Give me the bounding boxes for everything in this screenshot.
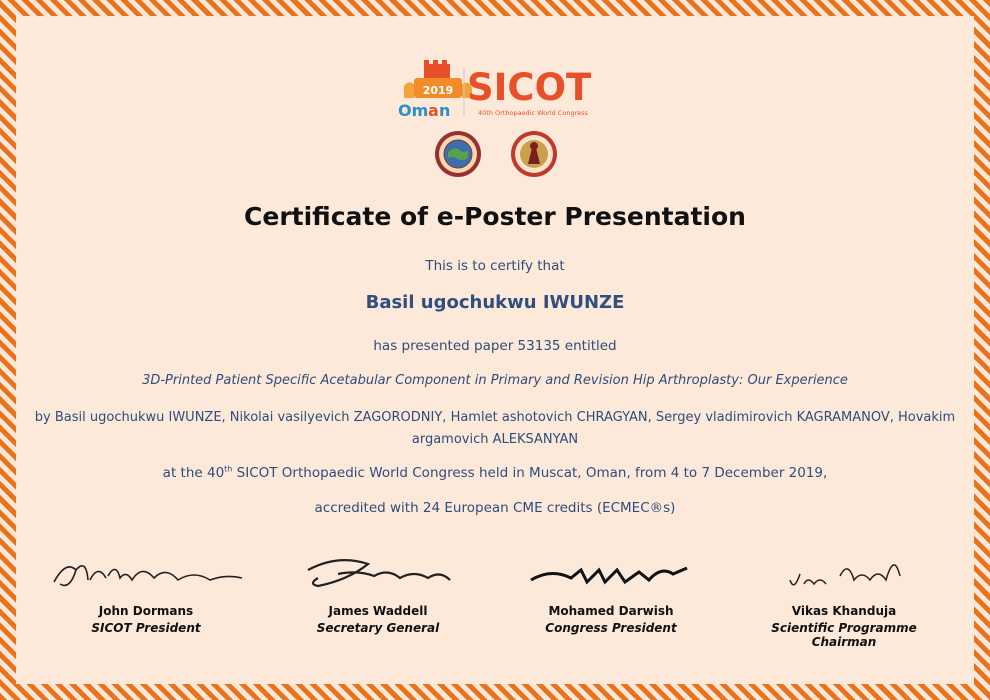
sicot-2019-oman-logo	[394, 58, 600, 122]
signature-dormans	[46, 540, 246, 600]
signatory-role: Congress President	[545, 621, 677, 635]
svg-text:a: a	[428, 101, 439, 120]
signatory-name: James Waddell	[328, 604, 428, 618]
paper-title: 3D-Printed Patient Specific Acetabular Component in Primary and Revision Hip Arthroplasty: Our Experience	[142, 373, 848, 388]
signatory-name: John Dormans	[98, 604, 194, 618]
globe-seal-icon	[434, 130, 482, 178]
svg-text:SICOT: SICOT	[467, 66, 592, 109]
certify-text: This is to certify that	[425, 258, 565, 274]
svg-text:40th Orthopaedic World Congres: 40th Orthopaedic World Congress	[478, 109, 588, 117]
signature-darwish	[511, 540, 711, 600]
signatory-role: Scientific Programme Chairman	[771, 621, 917, 649]
svg-text:n: n	[439, 101, 451, 120]
society-seal-icon	[510, 130, 558, 178]
signatory-name: Mohamed Darwish	[548, 604, 674, 618]
signature-block-waddell	[278, 540, 478, 640]
svg-text:Om: Om	[398, 101, 429, 120]
congress-suffix: SICOT Orthopaedic World Congress held in Muscat, Oman, from 4 to 7 December 2019,	[232, 465, 828, 481]
credits-text: accredited with 24 European CME credits (ECMEC®s)	[314, 500, 676, 516]
svg-text:2019: 2019	[422, 84, 454, 97]
signature-block-dormans	[46, 540, 246, 640]
signature-waddell	[278, 540, 478, 600]
recipient-name: Basil ugochukwu IWUNZE	[365, 292, 625, 313]
presented-text: has presented paper 53135 entitled	[373, 338, 617, 354]
authors-list: by Basil ugochukwu IWUNZE, Nikolai vasilyevich ZAGORODNIY, Hamlet ashotovich CHRAGYAN, Sergey vladimirovich KAGRAMANOV, Hovakim argamovich ALEKSANYAN	[34, 410, 956, 447]
signatory-role: Secretary General	[316, 621, 440, 635]
congress-prefix: at the 40	[162, 465, 225, 481]
signature-block-darwish	[511, 540, 711, 640]
signature-khanduja	[744, 540, 944, 600]
certificate-title: Certificate of e-Poster Presentation	[244, 202, 746, 231]
signatory-role: SICOT President	[91, 621, 201, 635]
signature-block-khanduja	[744, 540, 944, 649]
congress-ordinal: th	[224, 464, 233, 474]
congress-text	[0, 465, 990, 481]
signatory-name: Vikas Khanduja	[791, 604, 897, 618]
